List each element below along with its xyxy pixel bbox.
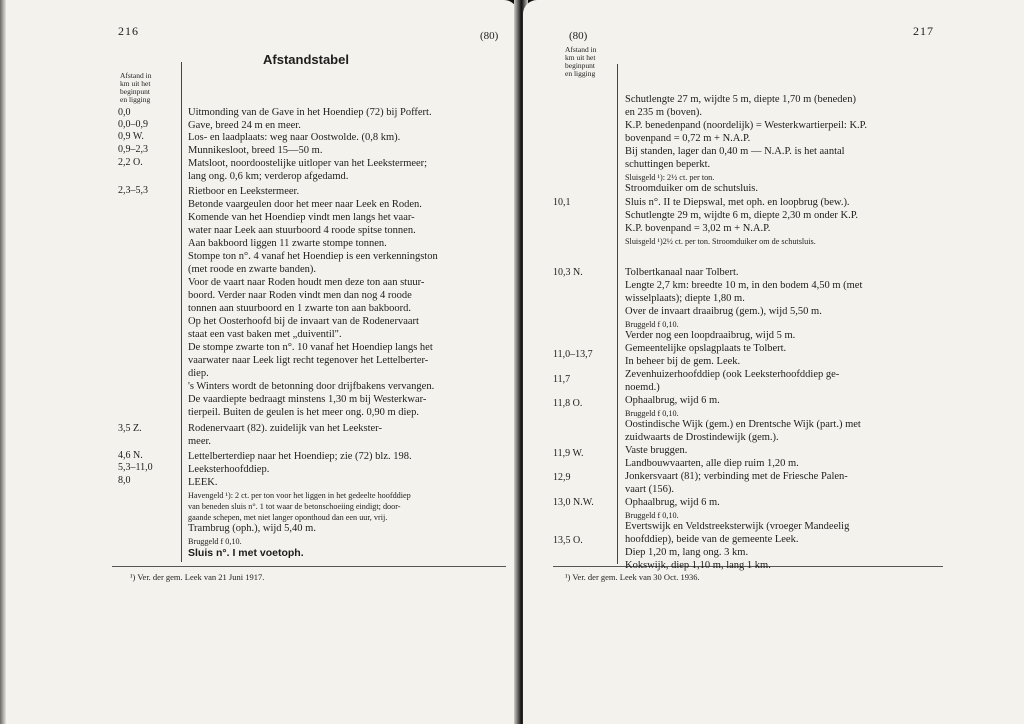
- distance-entry: 13,5 O.: [553, 535, 583, 546]
- text-line: Uitmonding van de Gave in het Hoendiep (72) bij Poffert.: [188, 107, 432, 118]
- text-line: De vaardiepte bedraagt minstens 1,30 m bij Westerkwar-: [188, 394, 427, 405]
- text-line: zuidwaarts de Drostindewijk (gem.).: [625, 432, 779, 443]
- running-head: (80): [569, 30, 588, 42]
- text-line: Over de invaart draaibrug (gem.), wijd 5,50 m.: [625, 306, 822, 317]
- text-line: De stompe zwarte ton n°. 10 vanaf het Hoendiep langs het: [188, 342, 433, 353]
- text-line: Stroomduiker om de schutsluis.: [625, 183, 758, 194]
- text-line: Havengeld ¹): 2 ct. per ton voor het liggen in het gedeelte hoofddiep: [188, 491, 411, 500]
- text-line: Tolbertkanaal naar Tolbert.: [625, 267, 739, 278]
- column-divider: [617, 64, 618, 564]
- distance-entry: 2,3–5,3: [118, 185, 148, 196]
- text-line: Rietboor en Leekstermeer.: [188, 186, 300, 197]
- text-line: Bruggeld f 0,10.: [625, 511, 679, 520]
- text-line: vaart (156).: [625, 484, 674, 495]
- distance-entry: 12,9: [553, 472, 571, 483]
- page-number: 217: [913, 24, 934, 38]
- text-line: Betonde vaargeulen door het meer naar Leek en Roden.: [188, 199, 422, 210]
- text-line: diep.: [188, 368, 209, 379]
- footnote-rule: [112, 566, 506, 567]
- text-line: Jonkersvaart (81); verbinding met de Friesche Palen-: [625, 471, 848, 482]
- page-edge: [0, 0, 6, 724]
- text-line: Diep 1,20 m, lang ong. 3 km.: [625, 547, 749, 558]
- distance-entry: 11,9 W.: [553, 448, 584, 459]
- column-header-line: km uit het: [120, 79, 151, 88]
- distance-entry: 3,5 Z.: [118, 423, 142, 434]
- column-header-line: km uit het: [565, 53, 596, 62]
- column-header: [565, 46, 596, 78]
- text-line: Leeksterhoofddiep.: [188, 464, 270, 475]
- text-line: Ophaalbrug, wijd 6 m.: [625, 497, 720, 508]
- text-line: Matsloot, noordoostelijke uitloper van het Leekstermeer;: [188, 158, 428, 169]
- text-line: Op het Oosterhoofd bij de invaart van de Rodenervaart: [188, 316, 419, 327]
- page-title: Afstandstabel: [263, 52, 349, 67]
- text-line: Sluisgeld ¹): 2½ ct. per ton.: [625, 173, 715, 182]
- text-line: van beneden sluis n°. 1 tot waar de betonschoeiing eindigt; door-: [188, 502, 401, 511]
- text-line: Evertswijk en Veldstreeksterwijk (vroeger Mandeelig: [625, 521, 850, 532]
- text-line: Kokswijk, diep 1,10 m, lang 1 km.: [625, 560, 771, 571]
- text-line: staat een vast baken met „duiventil".: [188, 329, 342, 340]
- right-page: [523, 0, 1024, 724]
- text-line: Vaste bruggen.: [625, 445, 688, 456]
- distance-entry: 0,9 W.: [118, 131, 144, 142]
- text-line: Aan bakboord liggen 11 zwarte stompe tonnen.: [188, 238, 387, 249]
- text-line: hoofddiep), beide van de gemeente Leek.: [625, 534, 799, 545]
- text-line: Lengte 2,7 km: breedte 10 m, in den bodem 4,50 m (met: [625, 280, 863, 291]
- distance-entry: 10,1: [553, 197, 571, 208]
- text-line: Los- en laadplaats: weg naar Oostwolde. (0,8 km).: [188, 132, 401, 143]
- distance-entry: 11,0–13,7: [553, 349, 593, 360]
- text-line: Munnikesloot, breed 15—50 m.: [188, 145, 323, 156]
- distance-entry: 2,2 O.: [118, 157, 143, 168]
- column-header-line: beginpunt: [120, 87, 150, 96]
- distance-entry: 4,6 N.: [118, 450, 143, 461]
- text-line: Bruggeld f 0,10.: [188, 537, 242, 546]
- distance-entry: 10,3 N.: [553, 267, 583, 278]
- text-line: Gave, breed 24 m en meer.: [188, 120, 301, 131]
- text-line: Bij standen, lager dan 0,40 m — N.A.P. is het aantal: [625, 146, 845, 157]
- page-number: 216: [118, 24, 139, 38]
- text-line: noemd.): [625, 382, 660, 393]
- text-line: Schutlengte 27 m, wijdte 5 m, diepte 1,70 m (beneden): [625, 94, 856, 105]
- distance-entry: 0,0: [118, 107, 131, 118]
- column-header-line: en ligging: [120, 95, 151, 104]
- text-line: boord. Verder naar Roden vindt men dan nog 4 roode: [188, 290, 412, 301]
- text-line: LEEK.: [188, 477, 218, 488]
- text-line: K.P. benedenpand (noordelijk) = Westerkwartierpeil: K.P.: [625, 120, 867, 131]
- distance-entry: 0,9–2,3: [118, 144, 148, 155]
- text-line: K.P. bovenpand = 3,02 m + N.A.P.: [625, 223, 771, 234]
- footnote: ¹) Ver. der gem. Leek van 30 Oct. 1936.: [565, 572, 700, 582]
- text-line: wisselplaats); diepte 1,80 m.: [625, 293, 745, 304]
- text-line: vaarwater naar Leek ligt recht tegenover het Lettelberter-: [188, 355, 429, 366]
- distance-entry: 5,3–11,0: [118, 462, 153, 473]
- text-line: Voor de vaart naar Roden houdt men deze ton aan stuur-: [188, 277, 425, 288]
- text-line: Gemeentelijke opslagplaats te Tolbert.: [625, 343, 787, 354]
- distance-entry: 11,7: [553, 374, 571, 385]
- text-line: Schutlengte 29 m, wijdte 6 m, diepte 2,30 m onder K.P.: [625, 210, 859, 221]
- text-line: Sluis n°. I met voetoph.: [188, 547, 304, 559]
- text-line: Komende van het Hoendiep vindt men langs het vaar-: [188, 212, 415, 223]
- text-line: In beheer bij de gem. Leek.: [625, 356, 741, 367]
- text-line: water naar Leek aan stuurboord 4 roode spitse tonnen.: [188, 225, 416, 236]
- text-line: Rodenervaart (82). zuidelijk van het Leekster-: [188, 423, 382, 434]
- text-line: tierpeil. Buiten de geulen is het meer ong. 0,90 m diep.: [188, 407, 419, 418]
- text-line: meer.: [188, 436, 212, 447]
- text-line: Bruggeld f 0,10.: [625, 409, 679, 418]
- text-line: Sluis n°. II te Diepswal, met oph. en loopbrug (bew.).: [625, 197, 850, 208]
- column-header-line: en ligging: [565, 69, 596, 78]
- column-header-line: Afstand in: [120, 71, 152, 80]
- text-line: Oostindische Wijk (gem.) en Drentsche Wijk (part.) met: [625, 419, 861, 430]
- text-line: Ophaalbrug, wijd 6 m.: [625, 395, 720, 406]
- column-header-line: beginpunt: [565, 61, 595, 70]
- column-header-line: Afstand in: [565, 45, 597, 54]
- footnote: ¹) Ver. der gem. Leek van 21 Juni 1917.: [130, 572, 265, 582]
- text-line: en 235 m (boven).: [625, 107, 702, 118]
- text-line: Landbouwvaarten, alle diep ruim 1,20 m.: [625, 458, 799, 469]
- text-line: tonnen aan stuurboord en 1 zwarte ton aan bakboord.: [188, 303, 412, 314]
- distance-entry: 0,0–0,9: [118, 119, 148, 130]
- distance-entry: 11,8 O.: [553, 398, 583, 409]
- text-line: 's Winters wordt de betonning door drijfbakens vervangen.: [188, 381, 435, 392]
- text-line: Zevenhuizerhoofddiep (ook Leeksterhoofddiep ge-: [625, 369, 840, 380]
- text-line: bovenpand = 0,72 m + N.A.P.: [625, 133, 751, 144]
- text-line: gaande schepen, met niet langer oponthoud dan een uur, vrij.: [188, 513, 388, 522]
- column-divider: [181, 62, 182, 562]
- text-line: Verder nog een loopdraaibrug, wijd 5 m.: [625, 330, 796, 341]
- text-line: Trambrug (oph.), wijd 5,40 m.: [188, 523, 316, 534]
- text-line: Lettelberterdiep naar het Hoendiep; zie (72) blz. 198.: [188, 451, 412, 462]
- distance-entry: 13,0 N.W.: [553, 497, 594, 508]
- text-line: Sluisgeld ¹)2½ ct. per ton. Stroomduiker om de schutsluis.: [625, 237, 816, 246]
- text-line: schuttingen beperkt.: [625, 159, 711, 170]
- text-line: lang ong. 0,6 km; verderop afgedamd.: [188, 171, 349, 182]
- text-line: Stompe ton n°. 4 vanaf het Hoendiep is een verkenningston: [188, 251, 438, 262]
- distance-entry: 8,0: [118, 475, 131, 486]
- text-line: (met roode en zwarte banden).: [188, 264, 316, 275]
- text-line: Bruggeld f 0,10.: [625, 320, 679, 329]
- running-head: (80): [480, 30, 499, 42]
- column-header: [120, 72, 151, 104]
